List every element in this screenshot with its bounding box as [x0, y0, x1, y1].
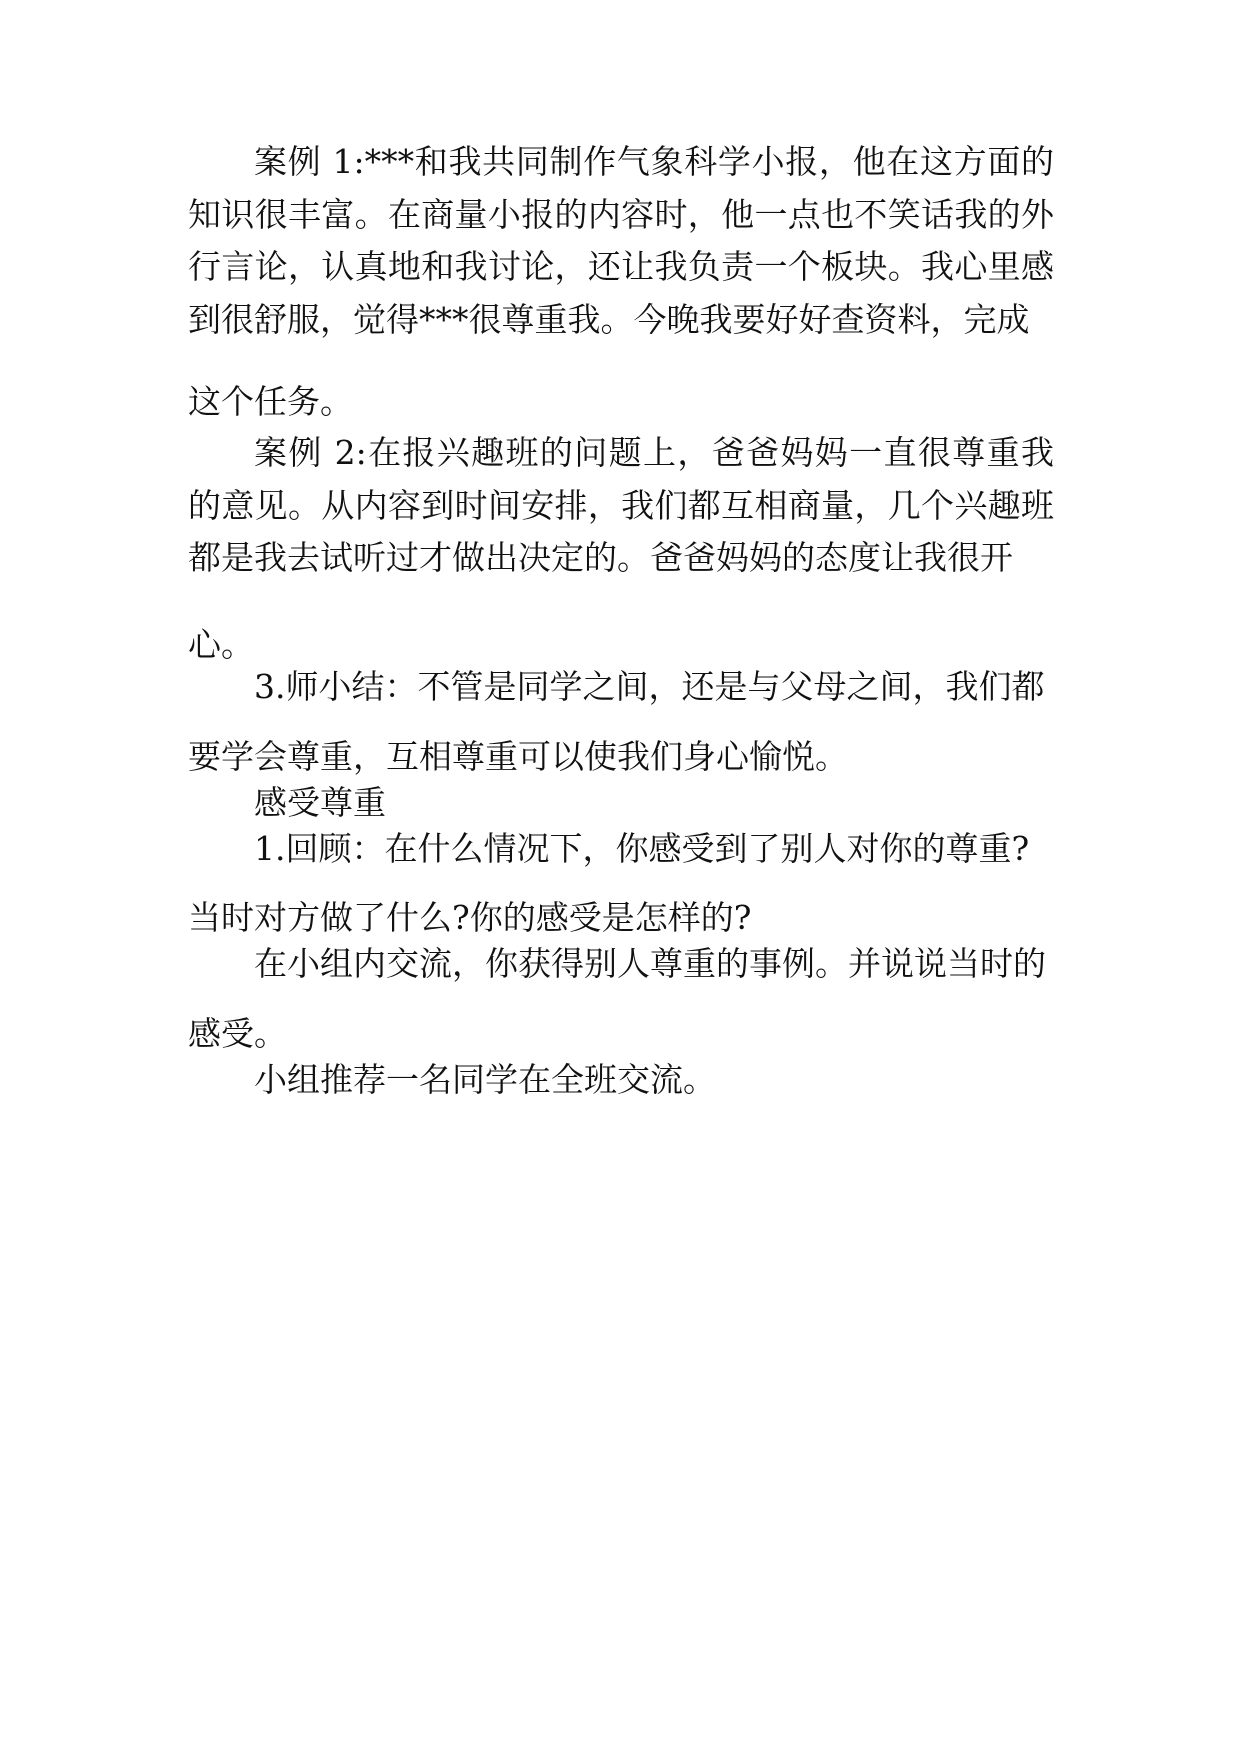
review-section [188, 829, 1054, 869]
review-line-2: 当时对方做了什么?你的感受是怎样的? [188, 898, 752, 937]
case2-tail-wrap [188, 625, 1054, 665]
section-heading: 感受尊重 [254, 783, 386, 822]
summary-line-2-wrap [188, 737, 1054, 777]
recommend-wrap [188, 1060, 1054, 1100]
group-section [188, 944, 1054, 984]
case1-section [188, 136, 1054, 346]
summary-line-2: 要学会尊重，互相尊重可以使我们身心愉悦。 [188, 737, 848, 776]
case2-tail: 心。 [188, 625, 254, 664]
review-line-2-wrap [188, 898, 1054, 938]
case2-paragraph: 案例 2:在报兴趣班的问题上，爸爸妈妈一直很尊重我 的意见。从内容到时间安排，我们都互相商量，几个兴趣班 都是我去试听过才做出决定的。爸爸妈妈的态度让我很开 [188, 433, 1054, 577]
case2-section [188, 427, 1054, 585]
recommend-line: 小组推荐一名同学在全班交流。 [254, 1060, 716, 1099]
review-line-1: 1.回顾：在什么情况下，你感受到了别人对你的尊重? [254, 829, 1030, 868]
summary-line-1: 3.师小结：不管是同学之间，还是与父母之间，我们都 [254, 667, 1045, 706]
case1-tail-wrap [188, 382, 1054, 422]
group-line-2-wrap [188, 1014, 1054, 1054]
group-line-2: 感受。 [188, 1014, 287, 1053]
heading-wrap [188, 783, 1054, 823]
group-line-1: 在小组内交流，你获得别人尊重的事例。并说说当时的 [254, 944, 1046, 983]
summary-section [188, 667, 1054, 707]
case1-paragraph: 案例 1:***和我共同制作气象科学小报，他在这方面的 知识很丰富。在商量小报的内容时，他一点也不笑话我的外 行言论，认真地和我讨论，还让我负责一个板块。我心里感 到很舒服，觉得***很尊重我。今晚我要好好查资料，完成 [188, 142, 1054, 339]
case1-tail: 这个任务。 [188, 382, 353, 421]
